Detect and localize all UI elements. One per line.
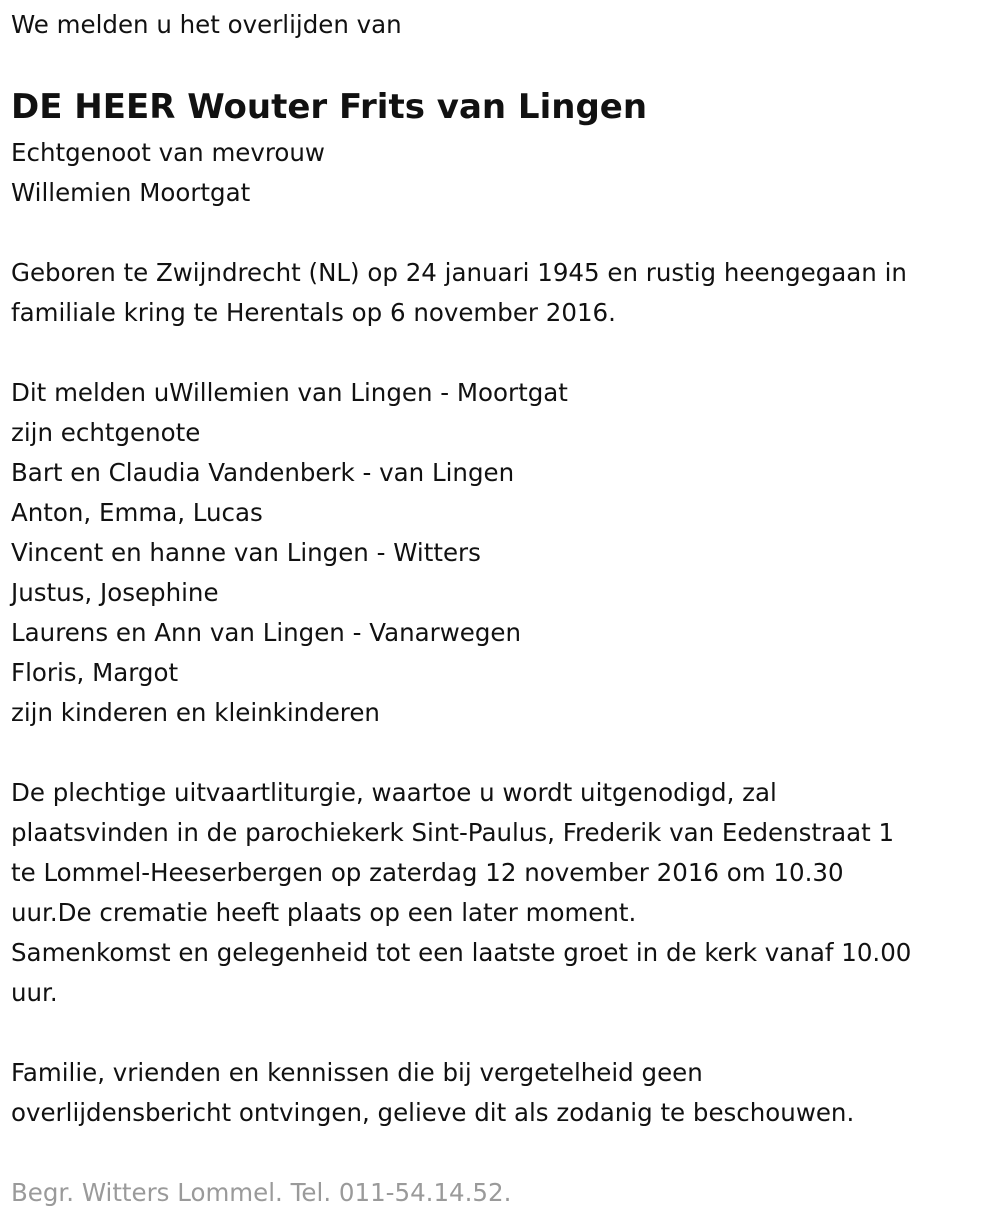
family-line: Justus, Josephine [11, 578, 219, 607]
spouse-line: Willemien Moortgat [11, 178, 251, 207]
ceremony-line: plaatsvinden in de parochiekerk Sint-Paulus, Frederik van Eedenstraat 1 [11, 818, 895, 847]
ceremony-line: De plechtige uitvaartliturgie, waartoe u wordt uitgenodigd, zal [11, 778, 777, 807]
family-line: zijn kinderen en kleinkinderen [11, 698, 380, 727]
birth-line: Geboren te Zwijndrecht (NL) op 24 januari 1945 en rustig heengegaan in [11, 258, 907, 287]
family-line: Dit melden uWillemien van Lingen - Moortgat [11, 378, 568, 407]
family-line: Vincent en hanne van Lingen - Witters [11, 538, 481, 567]
ceremony-line: te Lommel-Heeserbergen op zaterdag 12 november 2016 om 10.30 [11, 858, 844, 887]
family-list [11, 373, 1000, 733]
notice-line: overlijdensbericht ontvingen, gelieve dit als zodanig te beschouwen. [11, 1098, 855, 1127]
birth-line: familiale kring te Herentals op 6 november 2016. [11, 298, 616, 327]
funeral-home-footer: Begr. Witters Lommel. Tel. 011-54.14.52. [11, 1178, 512, 1207]
ceremony-line: uur.De crematie heeft plaats op een later moment. [11, 898, 637, 927]
deceased-name-heading: DE HEER Wouter Frits van Lingen [11, 87, 648, 127]
ceremony-line: uur. [11, 978, 58, 1007]
intro-text: We melden u het overlijden van [11, 10, 402, 39]
ceremony-line: Samenkomst en gelegenheid tot een laatste groet in de kerk vanaf 10.00 [11, 938, 912, 967]
ceremony-info [11, 773, 1000, 1013]
family-line: Bart en Claudia Vandenberk - van Lingen [11, 458, 515, 487]
family-line: Laurens en Ann van Lingen - Vanarwegen [11, 618, 522, 647]
family-line: Anton, Emma, Lucas [11, 498, 263, 527]
family-line: zijn echtgenote [11, 418, 201, 447]
spouse-line: Echtgenoot van mevrouw [11, 138, 325, 167]
notice-line: Familie, vrienden en kennissen die bij vergetelheid geen [11, 1058, 703, 1087]
family-line: Floris, Margot [11, 658, 179, 687]
